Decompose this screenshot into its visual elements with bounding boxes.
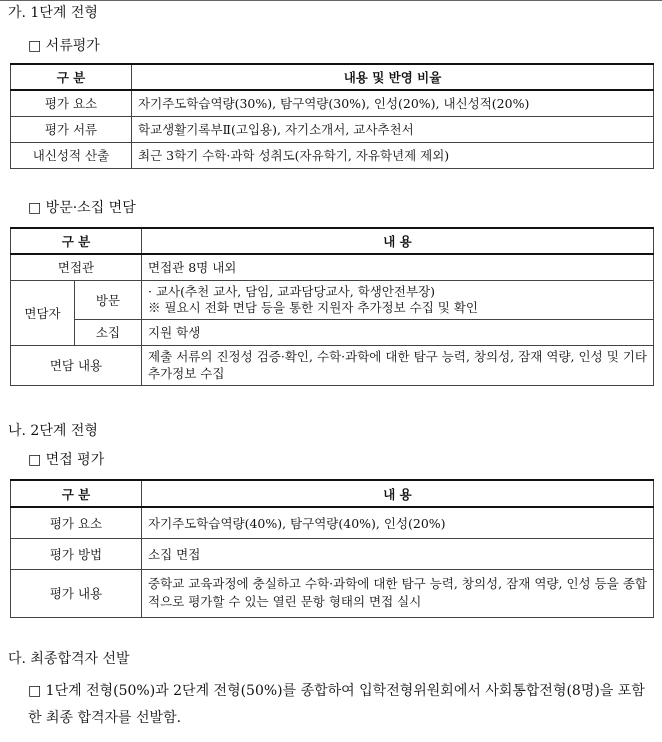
table-row	[11, 507, 654, 538]
table-row	[11, 538, 654, 569]
interviewer-label: 면접관	[11, 254, 142, 280]
doc-review-title: □ 서류평가	[28, 38, 100, 54]
header-content: 내 용	[142, 480, 654, 507]
final-selection-text: □ 1단계 전형(50%)과 2단계 전형(50%)를 종합하여 입학전형위원회에서 사회통합전형(8명)을 포함한 최종 합격자를 선발함.	[28, 683, 645, 726]
visit-interview-table	[10, 227, 654, 386]
doc-review-table	[10, 63, 654, 169]
table-row	[11, 319, 654, 345]
row-label: 평가 요소	[11, 507, 142, 538]
section-heading-stage1: 가. 1단계 전형	[8, 5, 98, 21]
row-value: 학교생활기록부Ⅱ(고입용), 자기소개서, 교사추천서	[132, 116, 654, 142]
row-label: 평가 서류	[11, 116, 132, 142]
row-label: 평가 방법	[11, 538, 142, 569]
table-row	[11, 116, 654, 142]
header-content: 내용 및 반영 비율	[132, 64, 654, 90]
table-header-row	[11, 228, 654, 254]
content-value: 제출 서류의 진정성 검증·확인, 수학·과학에 대한 탐구 능력, 창의성, 잠재 역량, 인성 및 기타 추가정보 수집	[142, 345, 654, 385]
gather-value: 지원 학생	[142, 319, 654, 345]
interview-eval-title: □ 면접 평가	[28, 452, 105, 468]
row-value: 최근 3학기 수학·과학 성취도(자유학기, 자유학년제 제외)	[132, 142, 654, 168]
table-row	[11, 142, 654, 168]
interview-eval-table	[10, 479, 654, 618]
visit-label: 방문	[75, 280, 142, 319]
row-value: 중학교 교육과정에 충실하고 수학·과학에 대한 탐구 능력, 창의성, 잠재 역량, 인성 등을 종합적으로 평가할 수 있는 열린 문항 형태의 면접 실시	[142, 569, 654, 617]
row-value: 자기주도학습역량(30%), 탐구역량(30%), 인성(20%), 내신성적(20%)	[132, 90, 654, 116]
table-row	[11, 280, 654, 319]
section-heading-final: 다. 최종합격자 선발	[8, 651, 130, 667]
header-category: 구 분	[11, 480, 142, 507]
section-heading-stage2: 나. 2단계 전형	[8, 423, 98, 439]
table-row	[11, 90, 654, 116]
interviewee-label: 면담자	[11, 280, 75, 345]
interviewer-value: 면접관 8명 내외	[142, 254, 654, 280]
table-row	[11, 254, 654, 280]
table-header-row	[11, 64, 654, 90]
table-row	[11, 569, 654, 617]
row-label: 평가 내용	[11, 569, 142, 617]
visit-line-1: · 교사(추천 교사, 담임, 교과담당교사, 학생안전부장)	[148, 283, 436, 299]
row-value: 소집 면접	[142, 538, 654, 569]
row-label: 내신성적 산출	[11, 142, 132, 168]
gather-label: 소집	[75, 319, 142, 345]
top-rule	[0, 0, 662, 1]
header-category: 구 분	[11, 64, 132, 90]
table-header-row	[11, 480, 654, 507]
visit-value	[142, 280, 654, 319]
row-label: 평가 요소	[11, 90, 132, 116]
header-category: 구 분	[11, 228, 142, 254]
header-content: 내 용	[142, 228, 654, 254]
visit-line-2: ※ 필요시 전화 면담 등을 통한 지원자 추가정보 수집 및 확인	[148, 299, 478, 315]
row-value: 자기주도학습역량(40%), 탐구역량(40%), 인성(20%)	[142, 507, 654, 538]
table-row	[11, 345, 654, 385]
visit-interview-title: □ 방문·소집 면담	[28, 200, 136, 216]
content-label: 면담 내용	[11, 345, 142, 385]
